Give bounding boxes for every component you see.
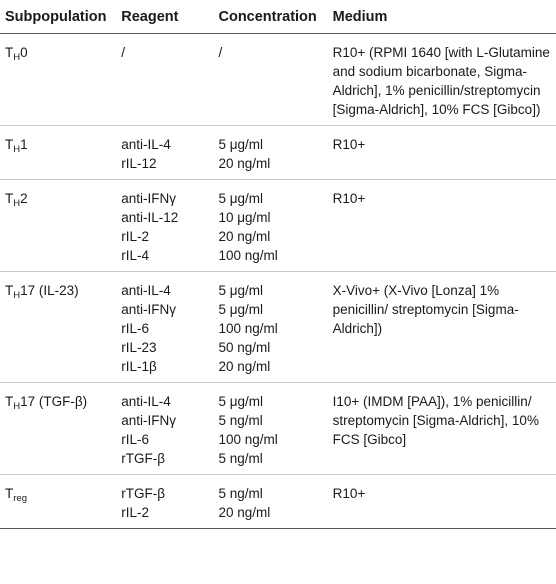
concentration-cell xyxy=(213,126,327,180)
reagent-cell xyxy=(116,34,213,126)
subpopulation-subscript: H xyxy=(13,401,21,412)
concentration-cell xyxy=(213,383,327,475)
concentration-item: 20 ng/ml xyxy=(218,359,271,374)
subpopulation-subscript: H xyxy=(13,198,21,209)
reagent-item: anti-IFNγ xyxy=(121,413,176,428)
concentration-item: 5 μg/ml xyxy=(218,137,264,152)
reagent-item: rIL-6 xyxy=(121,321,149,336)
subpopulation-cell xyxy=(0,272,116,383)
subpopulation-main: T xyxy=(5,45,14,60)
reagent-item: anti-IL-4 xyxy=(121,137,171,152)
table-row xyxy=(0,180,556,272)
reagent-cell xyxy=(116,126,213,180)
concentration-item: 5 μg/ml xyxy=(218,191,264,206)
concentration-item: 20 ng/ml xyxy=(218,156,271,171)
concentration-item: 10 μg/ml xyxy=(218,210,271,225)
subpopulation-cell xyxy=(0,34,116,126)
table-body xyxy=(0,34,556,529)
subpopulation-cell xyxy=(0,383,116,475)
concentration-item: 20 ng/ml xyxy=(218,505,271,520)
medium-cell: X-Vivo+ (X-Vivo [Lonza] 1% penicillin/ streptomycin [Sigma-Aldrich]) xyxy=(332,283,519,336)
reagent-item: rTGF-β xyxy=(121,486,165,501)
subpopulation-suffix: 17 (TGF-β) xyxy=(20,394,88,409)
concentration-item: / xyxy=(218,45,223,60)
concentration-item: 100 ng/ml xyxy=(218,432,278,447)
reagent-cell xyxy=(116,180,213,272)
subpopulation-main: T xyxy=(5,137,14,152)
table-row xyxy=(0,272,556,383)
concentration-item: 5 μg/ml xyxy=(218,394,264,409)
subpopulation-suffix: 17 (IL-23) xyxy=(20,283,79,298)
reagent-item: rTGF-β xyxy=(121,451,165,466)
table-row xyxy=(0,475,556,529)
concentration-cell xyxy=(213,180,327,272)
reagent-item: rIL-6 xyxy=(121,432,149,447)
header-reagent: Reagent xyxy=(121,9,179,25)
reagent-item: rIL-2 xyxy=(121,229,149,244)
reagent-item: anti-IL-4 xyxy=(121,394,171,409)
concentration-item: 5 μg/ml xyxy=(218,302,264,317)
medium-cell: I10+ (IMDM [PAA]), 1% penicillin/ streptomycin [Sigma-Aldrich], 10% FCS [Gibco] xyxy=(332,394,539,447)
subpopulation-main: T xyxy=(5,191,14,206)
subpopulation-subscript: reg xyxy=(13,493,27,504)
reagent-item: anti-IL-4 xyxy=(121,283,171,298)
concentration-item: 5 ng/ml xyxy=(218,486,263,501)
reagent-item: anti-IFNγ xyxy=(121,191,176,206)
concentration-item: 5 ng/ml xyxy=(218,451,263,466)
subpopulation-subscript: H xyxy=(13,144,21,155)
table-row xyxy=(0,383,556,475)
subpopulation-cell xyxy=(0,126,116,180)
subpopulation-subscript: H xyxy=(13,290,21,301)
subpopulation-cell xyxy=(0,475,116,529)
medium-cell: R10+ (RPMI 1640 [with L-Glutamine and sodium bicarbonate, Sigma-Aldrich], 1% penicillin/streptomycin [Sigma-Aldrich], 10% FCS [Gibco]) xyxy=(332,45,550,117)
header-medium: Medium xyxy=(332,9,388,25)
concentration-item: 5 μg/ml xyxy=(218,283,264,298)
subpopulation-cell xyxy=(0,180,116,272)
reagent-item: rIL-23 xyxy=(121,340,157,355)
reagent-item: rIL-1β xyxy=(121,359,157,374)
reagent-cell xyxy=(116,272,213,383)
table-row xyxy=(0,34,556,126)
medium-cell: R10+ xyxy=(332,137,366,152)
header-subpopulation: Subpopulation xyxy=(5,9,107,25)
reagent-cell xyxy=(116,475,213,529)
medium-cell: R10+ xyxy=(332,191,366,206)
concentration-item: 20 ng/ml xyxy=(218,229,271,244)
medium-cell: R10+ xyxy=(332,486,366,501)
table-row xyxy=(0,126,556,180)
reagent-item: / xyxy=(121,45,125,60)
reagent-item: rIL-4 xyxy=(121,248,149,263)
concentration-item: 100 ng/ml xyxy=(218,248,278,263)
reagent-item: rIL-12 xyxy=(121,156,157,171)
header-concentration: Concentration xyxy=(218,9,317,25)
concentration-item: 100 ng/ml xyxy=(218,321,278,336)
concentration-cell xyxy=(213,272,327,383)
reagent-item: rIL-2 xyxy=(121,505,149,520)
subpopulation-main: T xyxy=(5,283,14,298)
subpopulation-suffix: 1 xyxy=(20,137,28,152)
concentration-cell xyxy=(213,475,327,529)
concentration-item: 5 ng/ml xyxy=(218,413,263,428)
reagent-cell xyxy=(116,383,213,475)
concentration-cell xyxy=(213,34,327,126)
reagent-item: anti-IL-12 xyxy=(121,210,179,225)
subpopulation-subscript: H xyxy=(13,52,21,63)
reagent-item: anti-IFNγ xyxy=(121,302,176,317)
header-row xyxy=(0,0,556,34)
subpopulation-suffix: 2 xyxy=(20,191,28,206)
concentration-item: 50 ng/ml xyxy=(218,340,271,355)
subpopulation-main: T xyxy=(5,486,14,501)
subpopulation-suffix: 0 xyxy=(20,45,28,60)
subpopulation-main: T xyxy=(5,394,14,409)
